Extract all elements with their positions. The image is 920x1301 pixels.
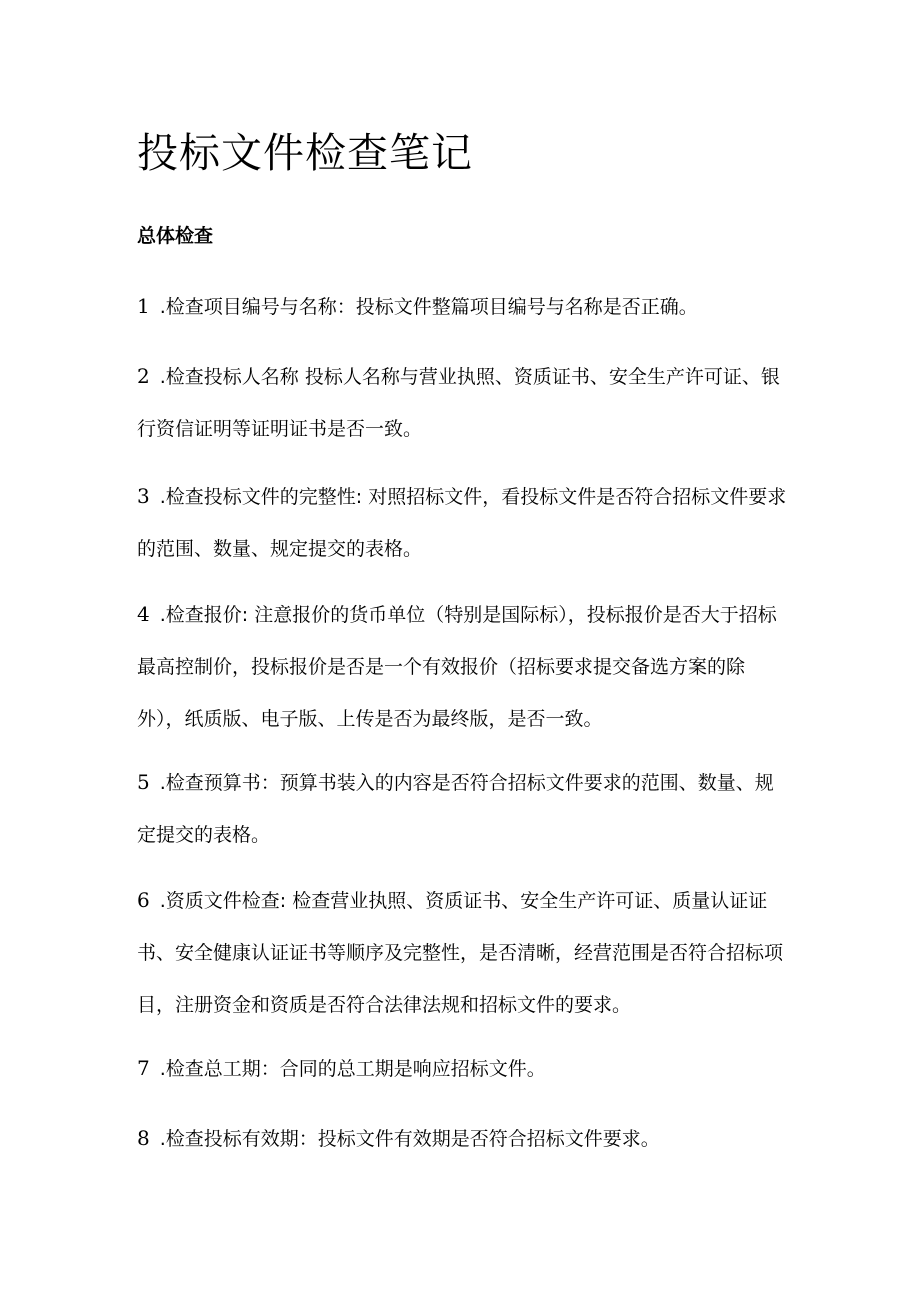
list-item-text: .检查投标文件的完整性: 对照招标文件，看投标文件是否符合招标文件要求的范围、数量、规定提交的表格。 <box>137 486 787 560</box>
list-item <box>137 588 787 745</box>
list-item-number: 4 <box>137 602 150 626</box>
list-item-number: 3 <box>137 484 150 508</box>
list-item-text: .检查投标人名称 投标人名称与营业执照、资质证书、安全生产许可证、银行资信证明等证明证书是否一致。 <box>137 366 780 440</box>
page-title: 投标文件检查笔记 <box>137 129 473 177</box>
list-item-number: 2 <box>137 364 150 388</box>
list-item <box>137 280 787 333</box>
list-item-number: 1 <box>137 294 150 318</box>
list-item <box>137 350 787 455</box>
list-item <box>137 1112 787 1165</box>
list-item-text: .检查投标有效期：投标文件有效期是否符合招标文件要求。 <box>159 1128 660 1150</box>
list-item <box>137 756 787 861</box>
list-item <box>137 470 787 575</box>
list-item-text: .检查项目编号与名称：投标文件整篇项目编号与名称是否正确。 <box>159 296 698 318</box>
list-item-number: 8 <box>137 1126 150 1150</box>
list-item-number: 6 <box>137 888 150 912</box>
list-item-text: .检查报价: 注意报价的货币单位（特别是国际标），投标报价是否大于招标最高控制价，投标报价是否是一个有效报价（招标要求提交备选方案的除外），纸质版、电子版、上传是否为最终版，是否一致。 <box>137 604 777 730</box>
list-item <box>137 1042 787 1095</box>
list-item-number: 7 <box>137 1056 150 1080</box>
list-item-text: .检查预算书：预算书装入的内容是否符合招标文件要求的范围、数量、规定提交的表格。 <box>137 772 774 846</box>
list-item <box>137 874 787 1031</box>
list-item-text: .检查总工期：合同的总工期是响应招标文件。 <box>159 1058 546 1080</box>
list-item-text: .资质文件检查: 检查营业执照、资质证书、安全生产许可证、质量认证证书、安全健康认证证书等顺序及完整性，是否清晰，经营范围是否符合招标项目，注册资金和资质是否符合法律法规和招标文件的要求。 <box>137 890 784 1016</box>
list-item-number: 5 <box>137 770 150 794</box>
section-heading: 总体检查 <box>137 225 214 247</box>
